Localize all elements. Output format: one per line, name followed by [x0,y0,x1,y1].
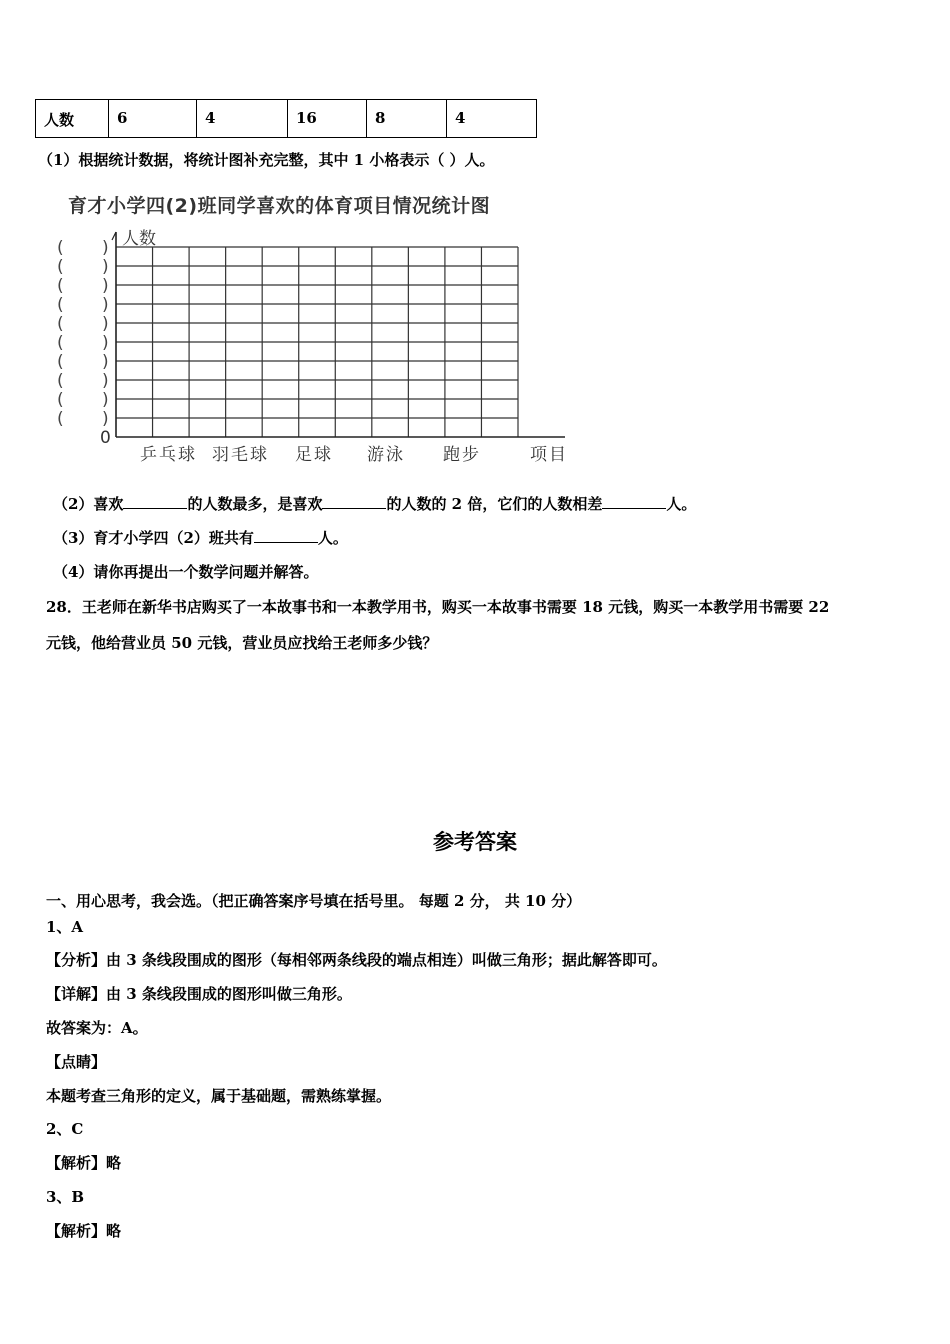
answer-line: 2、C [46,1120,84,1138]
question-4: （4）请你再提出一个数学问题并解答。 [53,563,319,581]
answer-line: 【解析】略 [46,1154,122,1172]
x-category-label: 游泳 [367,445,405,465]
y-tick-label: 0 [100,428,111,448]
y-tick-close: ) [102,295,109,315]
question-28-line-2: 元钱，他给营业员 50 元钱，营业员应找给王老师多少钱？ [46,634,438,652]
answer-line: 【详解】由 3 条线段围成的图形叫做三角形。 [46,985,352,1003]
y-tick-close: ) [102,257,109,277]
answer-line: 3、B [46,1188,85,1206]
question-2: （2）喜欢 的人数最多，是喜欢 的人数的 2 倍，它们的人数相差 人。 [53,495,697,513]
y-axis-label: 人数 [122,229,156,249]
answer-line: 本题考查三角形的定义，属于基础题，需熟练掌握。 [46,1087,392,1105]
answer-line: 故答案为：A。 [46,1019,148,1037]
y-tick-label: ( [57,257,64,277]
table-cell: 16 [288,100,367,138]
y-tick-label: ( [57,371,64,391]
answer-line: 【点睛】 [46,1053,107,1071]
table-cell: 6 [109,100,197,138]
table-header-cell: 人数 [36,100,109,138]
table-cell: 4 [197,100,288,138]
y-tick-label: ( [57,390,64,410]
y-tick-close: ) [102,390,109,410]
y-tick-label: ( [57,409,64,429]
answer-line: 【分析】由 3 条线段围成的图形（每相邻两条线段的端点相连）叫做三角形；据此解答即可。 [46,951,667,969]
answer-blank[interactable] [322,494,386,509]
y-tick-close: ) [102,371,109,391]
y-tick-close: ) [102,314,109,334]
question-3: （3）育才小学四（2）班共有 人。 [53,529,348,547]
x-category-label: 乒乓球 [140,445,197,465]
answer-blank[interactable] [254,528,318,543]
y-tick-label: ( [57,352,64,372]
answer-line: 1、A [46,918,84,936]
table-cell: 4 [447,100,537,138]
answers-title: 参考答案 [433,830,517,854]
answer-line: 【解析】略 [46,1222,122,1240]
x-category-label: 足球 [295,445,333,465]
answers-section-heading: 一、用心思考，我会选。（把正确答案序号填在括号里。 每题 2 分， 共 10 分） [46,892,582,910]
answer-blank[interactable] [602,494,666,509]
y-tick-close: ) [102,409,109,429]
question-28-line-1: 28．王老师在新华书店购买了一本故事书和一本教学用书，购买一本故事书需要 18 元钱，购买一本教学用书需要 22 [46,598,830,616]
question-1: （1）根据统计数据，将统计图补充完整，其中 1 小格表示（ ）人。 [38,151,495,169]
y-tick-label: ( [57,295,64,315]
y-tick-close: ) [102,333,109,353]
y-tick-label: ( [57,238,64,258]
chart-title: 育才小学四(2)班同学喜欢的体育项目情况统计图 [68,195,491,217]
y-tick-close: ) [102,352,109,372]
x-category-label: 羽毛球 [212,445,269,465]
y-tick-label: ( [57,333,64,353]
table-cell: 8 [367,100,447,138]
y-tick-label: ( [57,276,64,296]
y-tick-label: ( [57,314,64,334]
y-tick-close: ) [102,238,109,258]
answer-blank[interactable] [123,494,187,509]
x-category-label: 跑步 [443,445,481,465]
x-axis-label: 项目 [530,445,568,465]
y-tick-close: ) [102,276,109,296]
